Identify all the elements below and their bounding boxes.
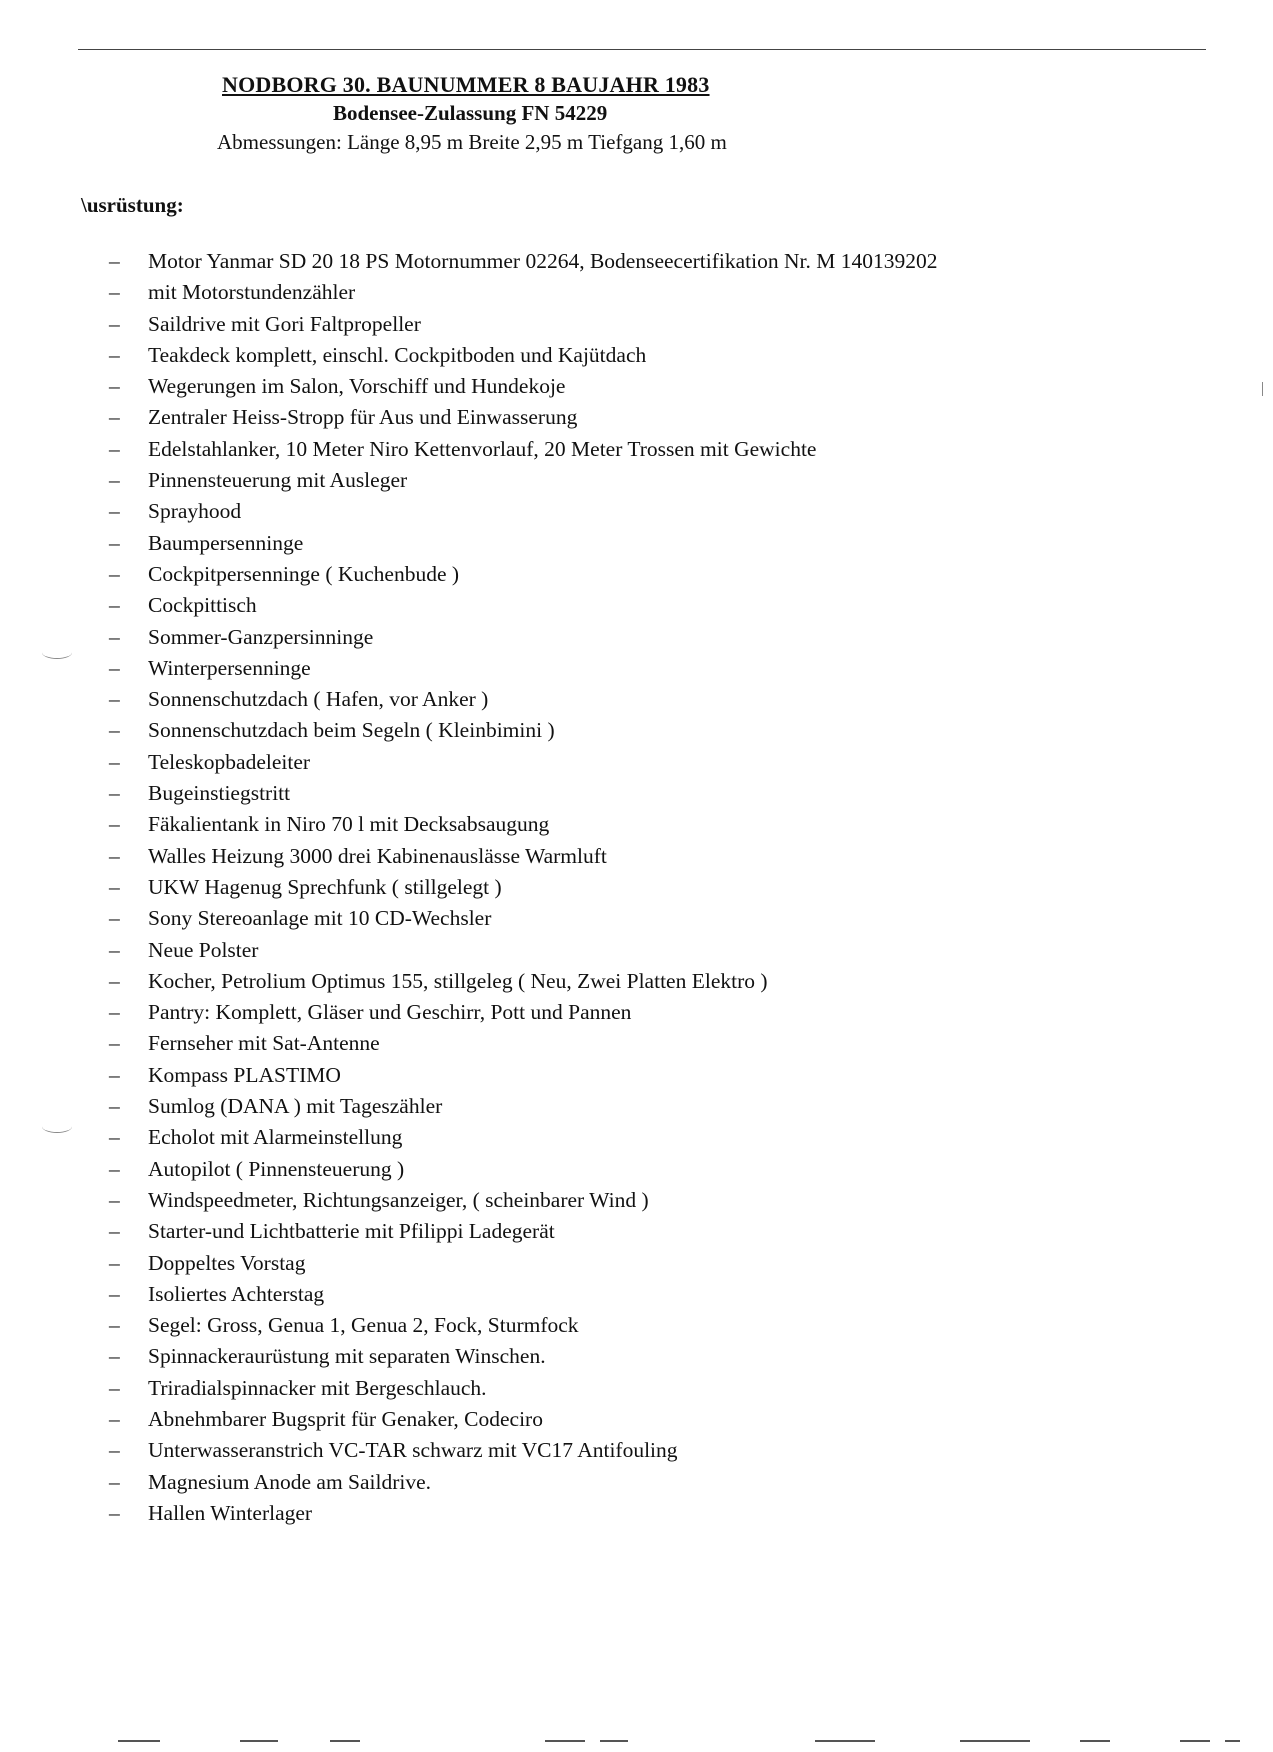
bullet-dash: – — [109, 342, 120, 367]
equipment-item-label: Sony Stereoanlage mit 10 CD-Wechsler — [148, 906, 492, 931]
registration-line: Bodensee-Zulassung FN 54229 — [333, 101, 608, 125]
equipment-item-label: Cockpitpersenninge ( Kuchenbude ) — [148, 561, 460, 586]
equipment-item-label: Zentraler Heiss-Stropp für Aus und Einwasserung — [148, 405, 578, 430]
equipment-item-label: Triradialspinnacker mit Bergeschlauch. — [148, 1375, 487, 1400]
equipment-item-label: Motor Yanmar SD 20 18 PS Motornummer 02264, Bodenseecertifikation Nr. M 140139202 — [148, 249, 938, 273]
equipment-item-label: Fernseher mit Sat-Antenne — [148, 1031, 380, 1056]
bullet-dash: – — [109, 687, 120, 712]
bullet-dash: – — [109, 1500, 120, 1525]
bullet-dash: – — [109, 374, 120, 399]
bullet-dash: – — [109, 968, 120, 993]
equipment-item-label: Saildrive mit Gori Faltpropeller — [148, 311, 421, 336]
bullet-dash: – — [109, 593, 120, 618]
bullet-dash: – — [109, 280, 120, 305]
bullet-dash: – — [109, 1156, 120, 1181]
equipment-item-label: Spinnackeraurüstung mit separaten Winschen. — [148, 1344, 546, 1369]
bullet-dash: – — [109, 1469, 120, 1494]
equipment-item-label: Baumpersenninge — [148, 530, 304, 555]
equipment-item-label: Bugeinstiegstritt — [148, 781, 291, 806]
bullet-dash: – — [109, 1281, 120, 1306]
bottom-scan-marks — [0, 1738, 1273, 1744]
equipment-item-label: Magnesium Anode am Saildrive. — [148, 1469, 432, 1494]
equipment-item-label: Edelstahlanker, 10 Meter Niro Kettenvorlauf, 20 Meter Trossen mit Gewichte — [148, 436, 817, 461]
equipment-item-label: Neue Polster — [148, 937, 259, 962]
bullet-dash: – — [109, 1000, 120, 1025]
equipment-item-label: Sommer-Ganzpersinninge — [148, 624, 374, 649]
bullet-dash: – — [109, 843, 120, 868]
bullet-dash: – — [109, 906, 120, 931]
equipment-item-label: Kocher, Petrolium Optimus 155, stillgeleg ( Neu, Zwei Platten Elektro ) — [148, 968, 768, 993]
bullet-dash: – — [109, 1094, 120, 1119]
equipment-item-label: Sonnenschutzdach ( Hafen, vor Anker ) — [148, 687, 489, 712]
bullet-dash: – — [109, 624, 120, 649]
bullet-dash: – — [109, 937, 120, 962]
bullet-dash: – — [109, 468, 120, 493]
equipment-item-label: Kompass PLASTIMO — [148, 1062, 341, 1087]
equipment-item-label: Autopilot ( Pinnensteuerung ) — [148, 1156, 405, 1181]
equipment-item-label: Hallen Winterlager — [148, 1500, 313, 1525]
bullet-dash: – — [109, 1031, 120, 1056]
equipment-item-label: Pantry: Komplett, Gläser und Geschirr, Pott und Pannen — [148, 1000, 632, 1025]
equipment-item-label: Abnehmbarer Bugsprit für Genaker, Codeciro — [148, 1406, 543, 1431]
scan-smudge — [42, 1120, 72, 1133]
bullet-dash: – — [109, 874, 120, 899]
equipment-item-label: Echolot mit Alarmeinstellung — [148, 1125, 403, 1150]
bullet-dash: – — [109, 718, 120, 743]
equipment-item-label: Pinnensteuerung mit Ausleger — [148, 468, 408, 493]
equipment-item-label: Starter-und Lichtbatterie mit Pfilippi Ladegerät — [148, 1219, 555, 1244]
scan-edge-mark — [1262, 382, 1263, 396]
equipment-item-label: Sumlog (DANA ) mit Tageszähler — [148, 1094, 443, 1119]
equipment-item-label: Fäkalientank in Niro 70 l mit Decksabsaugung — [148, 812, 550, 837]
equipment-item-label: Doppeltes Vorstag — [148, 1250, 306, 1275]
equipment-item-label: Sprayhood — [148, 499, 242, 524]
equipment-heading: \usrüstung: — [81, 193, 184, 217]
dimensions-line: Abmessungen: Länge 8,95 m Breite 2,95 m Tiefgang 1,60 m — [217, 130, 727, 154]
equipment-item-label: Cockpittisch — [148, 593, 257, 618]
bullet-dash: – — [109, 1406, 120, 1431]
equipment-item-label: Teleskopbadeleiter — [148, 749, 311, 774]
equipment-item-label: Walles Heizung 3000 drei Kabinenauslässe Warmluft — [148, 843, 607, 868]
equipment-item-label: UKW Hagenug Sprechfunk ( stillgelegt ) — [148, 874, 502, 899]
bullet-dash: – — [109, 1219, 120, 1244]
equipment-item-label: Unterwasseranstrich VC-TAR schwarz mit VC17 Antifouling — [148, 1438, 678, 1463]
equipment-item-label: Wegerungen im Salon, Vorschiff und Hundekoje — [148, 374, 566, 399]
equipment-item-label: mit Motorstundenzähler — [148, 280, 356, 305]
bullet-dash: – — [109, 499, 120, 524]
bullet-dash: – — [109, 1313, 120, 1338]
bullet-dash: – — [109, 812, 120, 837]
bullet-dash: – — [109, 249, 120, 273]
bullet-dash: – — [109, 1375, 120, 1400]
document-title: NODBORG 30. BAUNUMMER 8 BAUJAHR 1983 — [222, 72, 710, 97]
bullet-dash: – — [109, 530, 120, 555]
bullet-dash: – — [109, 655, 120, 680]
bullet-dash: – — [109, 311, 120, 336]
bullet-dash: – — [109, 781, 120, 806]
equipment-item-label: Winterpersenninge — [148, 655, 311, 680]
bullet-dash: – — [109, 1062, 120, 1087]
top-rule — [78, 49, 1206, 50]
equipment-item-label: Isoliertes Achterstag — [148, 1281, 325, 1306]
bullet-dash: – — [109, 1438, 120, 1463]
bullet-dash: – — [109, 1344, 120, 1369]
bullet-dash: – — [109, 436, 120, 461]
bullet-dash: – — [109, 1187, 120, 1212]
equipment-item-label: Segel: Gross, Genua 1, Genua 2, Fock, Sturmfock — [148, 1313, 579, 1338]
equipment-item-label: Windspeedmeter, Richtungsanzeiger, ( scheinbarer Wind ) — [148, 1187, 649, 1212]
bullet-dash: – — [109, 405, 120, 430]
bullet-dash: – — [109, 561, 120, 586]
scan-smudge — [42, 646, 72, 659]
bullet-dash: – — [109, 749, 120, 774]
bullet-dash: – — [109, 1250, 120, 1275]
equipment-item-label: Teakdeck komplett, einschl. Cockpitboden und Kajütdach — [148, 342, 647, 367]
equipment-item-label: Sonnenschutzdach beim Segeln ( Kleinbimini ) — [148, 718, 555, 743]
bullet-dash: – — [109, 1125, 120, 1150]
